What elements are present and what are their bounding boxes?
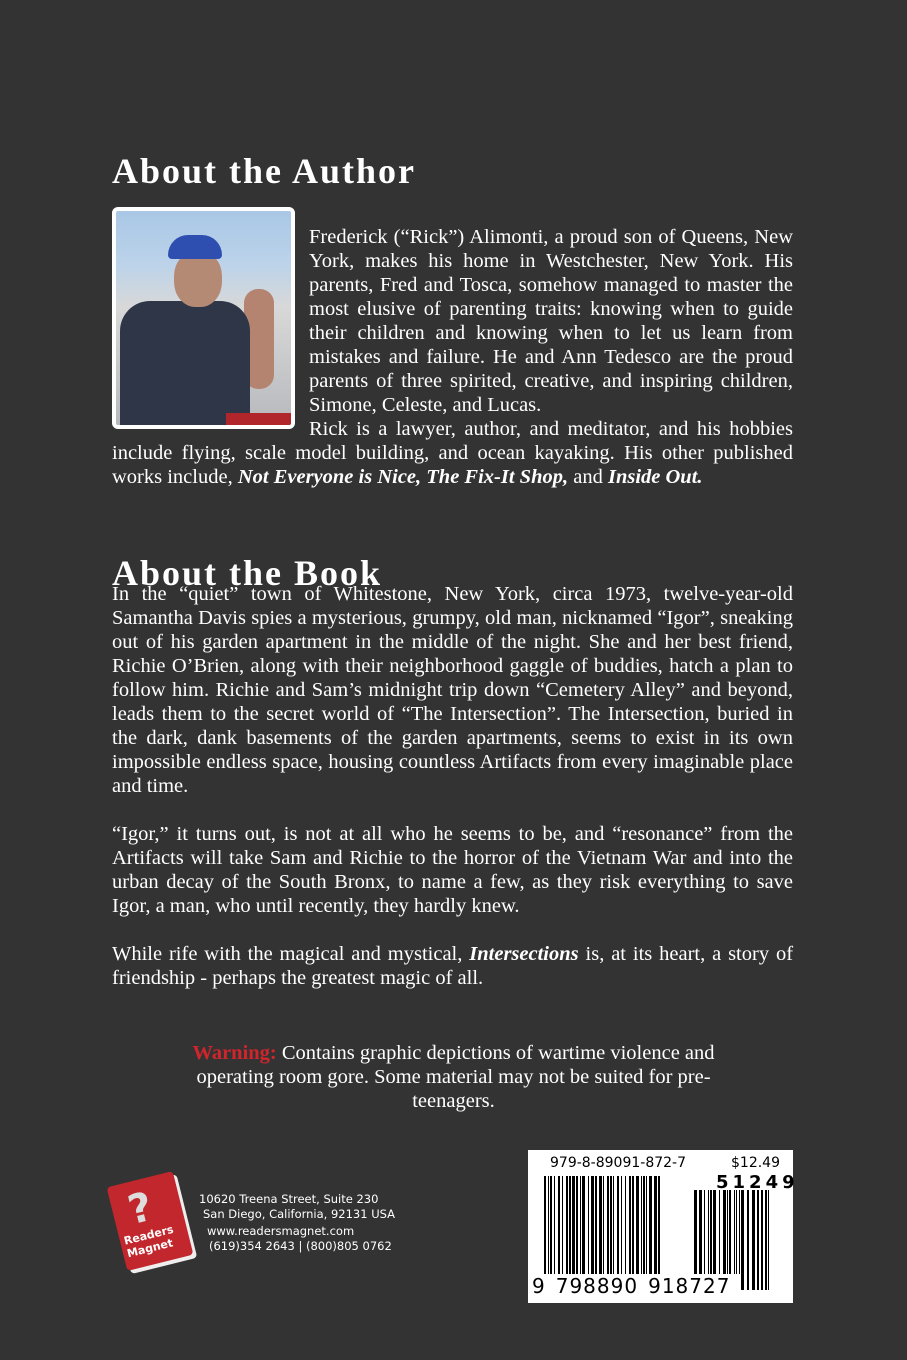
work-title: Inside Out. <box>607 466 703 488</box>
barcode-bar <box>761 1190 763 1290</box>
warning-text: Contains graphic depictions of wartime violence and operating room gore. Some material may not be suited for pre-teenagers. <box>196 1042 715 1112</box>
about-book-heading: About the Book <box>112 553 383 593</box>
barcode-bar <box>741 1190 744 1290</box>
website: www.readersmagnet.com <box>207 1224 355 1238</box>
work-title: The Fix-It Shop, <box>426 466 569 488</box>
author-photo <box>112 207 295 429</box>
barcode-bar <box>768 1190 769 1290</box>
publisher-info <box>199 1192 395 1254</box>
about-author-heading: About the Author <box>112 151 417 191</box>
author-bio <box>112 225 793 489</box>
barcode-bar <box>757 1190 759 1290</box>
bio-text: and <box>573 466 603 488</box>
price-code: 51249 <box>716 1172 799 1193</box>
book-description <box>112 582 793 1014</box>
warning-label: Warning: <box>192 1042 277 1064</box>
book-title: Intersections <box>469 943 579 965</box>
book-paragraph-3: While rife with the magical and mystical, Intersections is, at its heart, a story of friendship - perhaps the greatest magic of all. <box>112 943 794 989</box>
address-line-2: San Diego, California, 92131 USA <box>203 1207 396 1221</box>
isbn-barcode <box>528 1150 799 1303</box>
bio-paragraph-2: Rick is a lawyer, author, and meditator, and his hobbies include flying, scale model building, and ocean kayaking. His other published works include, <box>112 418 793 488</box>
logo-text: Readers Magnet <box>122 1222 175 1261</box>
barcode-bar <box>765 1190 767 1290</box>
address-line-1: 10620 Treena Street, Suite 230 <box>199 1192 379 1206</box>
publisher-logo: ? Readers Magnet <box>107 1171 194 1271</box>
content-warning <box>190 1041 717 1113</box>
isbn-text: 979-8-89091-872-7 <box>550 1155 687 1171</box>
barcode-digits: 9 798890 918727 <box>532 1274 740 1298</box>
work-title: Not Everyone is Nice, <box>237 466 422 488</box>
price: $12.49 <box>731 1155 780 1171</box>
book-paragraph-2: “Igor,” it turns out, is not at all who he seems to be, and “resonance” from the Artifacts will take Sam and Richie to the horror of the Vietnam War and into the urban decay of the South Bronx, to name a few, as they risk everything to save Igor, a man, who until recently, they hardly knew. <box>112 823 793 917</box>
bio-paragraph-1: Frederick (“Rick”) Alimonti, a proud son of Queens, New York, makes his home in Westchester, New York. His parents, Fred and Tosca, somehow managed to master the most elusive of parenting traits: knowing when to guide their children and knowing when to let us learn from mistakes and failure. He and Ann Tedesco are the proud parents of three spirited, creative, and inspiring children, Simone, Celeste, and Lucas. <box>309 226 793 416</box>
book-paragraph-1: In the “quiet” town of Whitestone, New York, circa 1973, twelve-year-old Samantha Davis spies a mysterious, grumpy, old man, nicknamed “Igor”, sneaking out of his garden apartment in the middle of the night. She and her best friend, Richie O’Brien, along with their neighborhood gaggle of buddies, hatch a plan to follow him. Richie and Sam’s midnight trip down “Cemetery Alley” and beyond, leads them to the secret world of “The Intersection”. The Intersection, buried in the dark, dank basements of the garden apartments, seems to exist in its own impossible endless space, housing countless Artifacts from every imaginable place and time. <box>112 583 793 797</box>
barcode-bar <box>747 1190 749 1290</box>
phone-numbers: (619)354 2643 | (800)805 0762 <box>209 1239 392 1253</box>
barcode-bar <box>752 1190 755 1290</box>
